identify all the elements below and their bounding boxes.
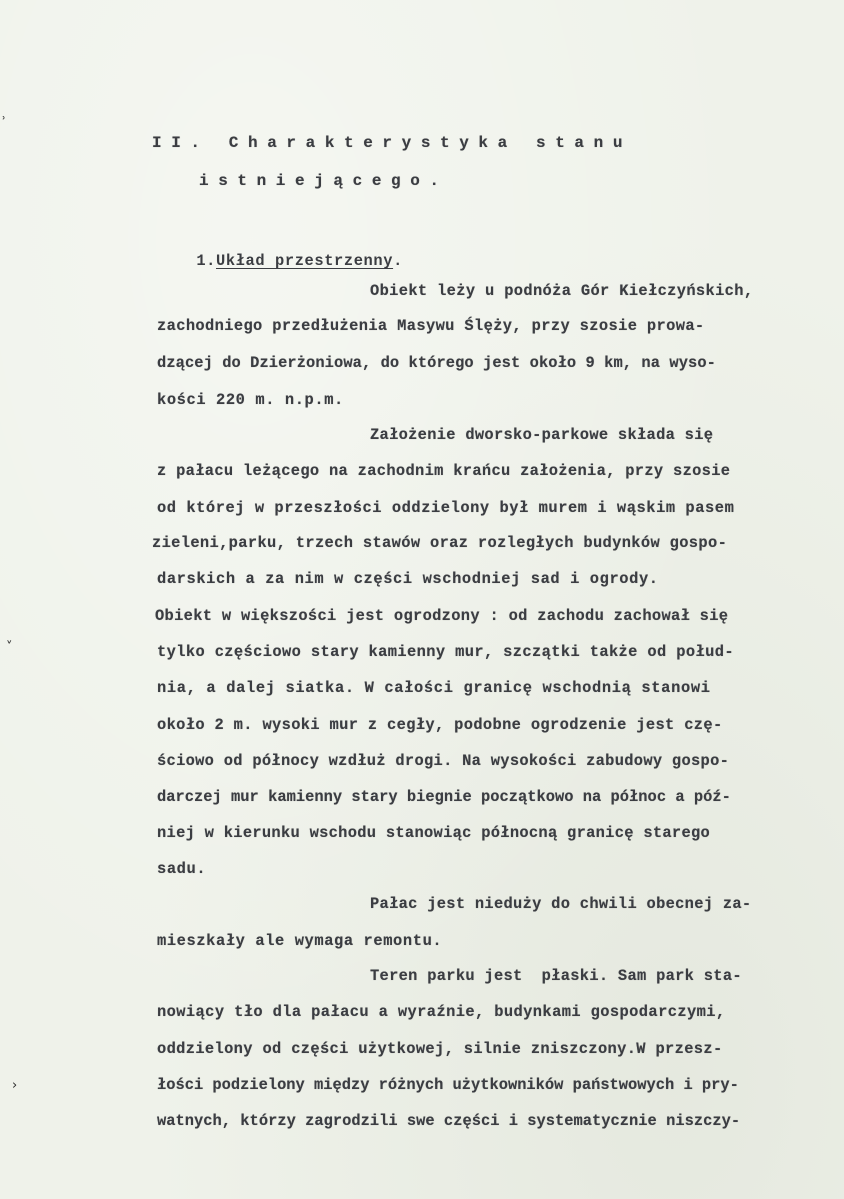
body-line: nia, a dalej siatka. W całości granicę wschodnią stanowi	[157, 679, 711, 697]
body-line: z pałacu leżącego na zachodnim krańcu założenia, przy szosie	[157, 462, 731, 480]
body-line: Obiekt leży u podnóża Gór Kiełczyńskich,	[370, 282, 754, 300]
body-line: około 2 m. wysoki mur z cegły, podobne ogrodzenie jest czę-	[157, 716, 723, 734]
body-line: ściowo od północy wzdłuż drogi. Na wysokości zabudowy gospo-	[157, 752, 730, 770]
body-line: sadu.	[157, 860, 207, 878]
body-line: niej w kierunku wschodu stanowiąc północną granicę starego	[157, 824, 711, 842]
body-line: darskich a za nim w części wschodniej sad i ogrody.	[157, 570, 659, 588]
section-title-suffix: .	[393, 252, 403, 270]
body-line: od której w przeszłości oddzielony był murem i wąskim pasem	[157, 499, 735, 517]
body-line: tylko częściowo stary kamienny mur, szczątki także od połud-	[157, 643, 734, 661]
body-line: mieszkały ale wymaga remontu.	[157, 932, 443, 950]
body-line: Pałac jest nieduży do chwili obecnej za-	[370, 895, 752, 913]
body-line: Obiekt w większości jest ogrodzony : od zachodu zachował się	[155, 607, 729, 625]
chapter-heading-line-1: II. Charakterystyka stanu	[152, 134, 633, 152]
body-line: darczej mur kamienny stary biegnie początkowo na północ a póź-	[157, 788, 731, 806]
margin-mark: ˅	[6, 640, 13, 655]
section-heading	[157, 234, 403, 288]
chapter-heading-line-2: istniejącego.	[199, 172, 449, 190]
body-line: zieleni,parku, trzech stawów oraz rozległych budynków gospo-	[152, 534, 728, 552]
body-line: Założenie dworsko-parkowe składa się	[370, 426, 714, 444]
body-line: zachodniego przedłużenia Masywu Ślęży, przy szosie prowa-	[157, 317, 705, 335]
margin-mark: ˒	[2, 112, 6, 127]
body-line: kości 220 m. n.p.m.	[157, 391, 344, 409]
body-line: łości podzielony między różnych użytkowników państwowych i pry-	[157, 1076, 739, 1094]
margin-mark: ›	[12, 1078, 18, 1093]
body-line: nowiący tło dla pałacu a wyraźnie, budynkami gospodarczymi,	[157, 1003, 726, 1021]
body-line: Teren parku jest płaski. Sam park sta-	[370, 967, 742, 985]
section-title: Układ przestrzenny	[216, 252, 394, 270]
body-line: dzącej do Dzierżoniowa, do którego jest około 9 km, na wyso-	[157, 354, 716, 372]
body-line: watnych, którzy zagrodzili swe części i systematycznie niszczy-	[157, 1112, 741, 1130]
body-line: oddzielony od części użytkowej, silnie zniszczony.W przesz-	[157, 1040, 723, 1058]
section-number: 1.	[196, 252, 217, 270]
